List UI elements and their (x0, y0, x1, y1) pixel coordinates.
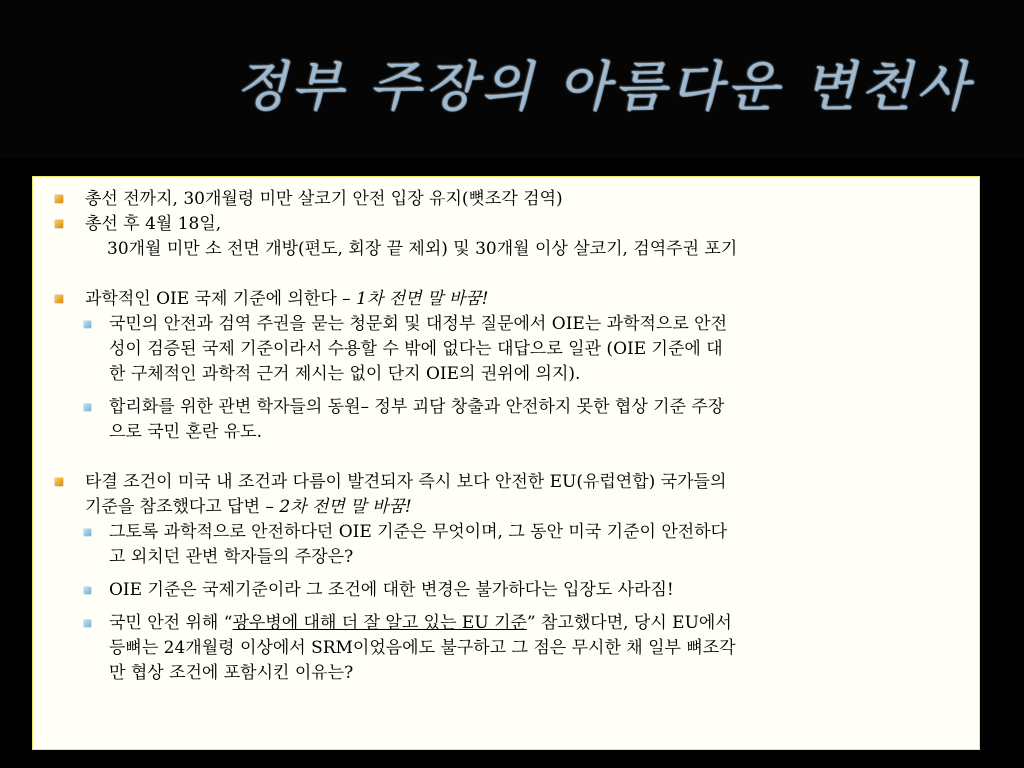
bullet-text (85, 287, 967, 312)
sub-bullet-marker-icon (84, 620, 91, 627)
emphasis-text: 1차 전면 말 바꿈! (356, 289, 489, 309)
title-band (0, 0, 1024, 158)
spacer (51, 603, 967, 611)
sub-bullet-marker-icon (84, 404, 91, 411)
spacer (51, 262, 967, 287)
bullet-item (51, 287, 967, 312)
bullet-marker-icon (55, 195, 63, 203)
sub-bullet-marker-icon (84, 587, 91, 594)
slide-title: 정부 주장의 아름다운 변천사 (234, 55, 972, 118)
bullet-text: 고 외치던 관변 학자들의 주장은? (109, 547, 354, 567)
bullet-text-main: 과학적인 OIE 국제 기준에 의한다 – (85, 289, 357, 309)
bullet-list (51, 187, 967, 686)
bullet-text: 한 구체적인 과학적 근거 제시는 없이 단지 OIE의 권위에 의지). (109, 364, 581, 384)
bullet-item (51, 470, 967, 520)
bullet-marker-icon (55, 220, 63, 228)
bullet-item (51, 212, 967, 262)
emphasis-text: 2차 전면 말 바꿈! (279, 497, 412, 517)
spacer (51, 570, 967, 578)
bullet-text (109, 611, 967, 636)
bullet-text: 타결 조건이 미국 내 조건과 다름이 발견되자 즉시 보다 안전한 EU(유럽연합) 국가들의 (85, 472, 727, 492)
bullet-text: 으로 국민 혼란 유도. (109, 422, 262, 442)
bullet-text (85, 495, 967, 520)
bullet-text: 등뼈는 24개월령 이상에서 SRM이었음에도 불구하고 그 점은 무시한 채 일부 뼈조각 (109, 638, 736, 658)
bullet-text-pre: 국민 안전 위해 “ (109, 613, 233, 633)
sub-bullet-item (81, 395, 967, 445)
bullet-text: 만 협상 조건에 포함시킨 이유는? (109, 663, 354, 683)
bullet-text: 그토록 과학적으로 안전하다던 OIE 기준은 무엇이며, 그 동안 미국 기준이 안전하다 (109, 522, 728, 542)
bullet-marker-icon (55, 295, 63, 303)
spacer (51, 445, 967, 470)
sub-bullet-item (81, 520, 967, 570)
bullet-text-main: 기준을 참조했다고 답변 – (85, 497, 280, 517)
sub-bullet-item (81, 611, 967, 686)
content-box (32, 176, 980, 750)
bullet-text: 성이 검증된 국제 기준이라서 수용할 수 밖에 없다는 대답으로 일관 (OIE 기준에 대 (109, 339, 723, 359)
underlined-text: 광우병에 대해 더 잘 알고 있는 EU 기준 (232, 613, 527, 633)
sub-bullet-marker-icon (84, 321, 91, 328)
bullet-text: OIE 기준은 국제기준이라 그 조건에 대한 변경은 불가하다는 입장도 사라짐! (109, 580, 674, 600)
sub-bullet-item (81, 578, 967, 603)
bullet-marker-icon (55, 478, 63, 486)
bullet-text-post: ” 참고했다면, 당시 EU에서 (526, 613, 732, 633)
spacer (51, 387, 967, 395)
sub-bullet-marker-icon (84, 529, 91, 536)
sub-bullet-item (81, 312, 967, 387)
bullet-text: 30개월 미만 소 전면 개방(편도, 회장 끝 제외) 및 30개월 이상 살코기, 검역주권 포기 (107, 239, 738, 259)
bullet-text: 합리화를 위한 관변 학자들의 동원– 정부 괴담 창출과 안전하지 못한 협상 기준 주장 (109, 397, 725, 417)
bullet-text: 총선 후 4월 18일, (85, 214, 222, 234)
bullet-text: 국민의 안전과 검역 주권을 묻는 청문회 및 대정부 질문에서 OIE는 과학적으로 안전 (109, 314, 728, 334)
bullet-text: 총선 전까지, 30개월령 미만 살코기 안전 입장 유지(뼛조각 검역) (85, 189, 563, 209)
bullet-item (51, 187, 967, 212)
